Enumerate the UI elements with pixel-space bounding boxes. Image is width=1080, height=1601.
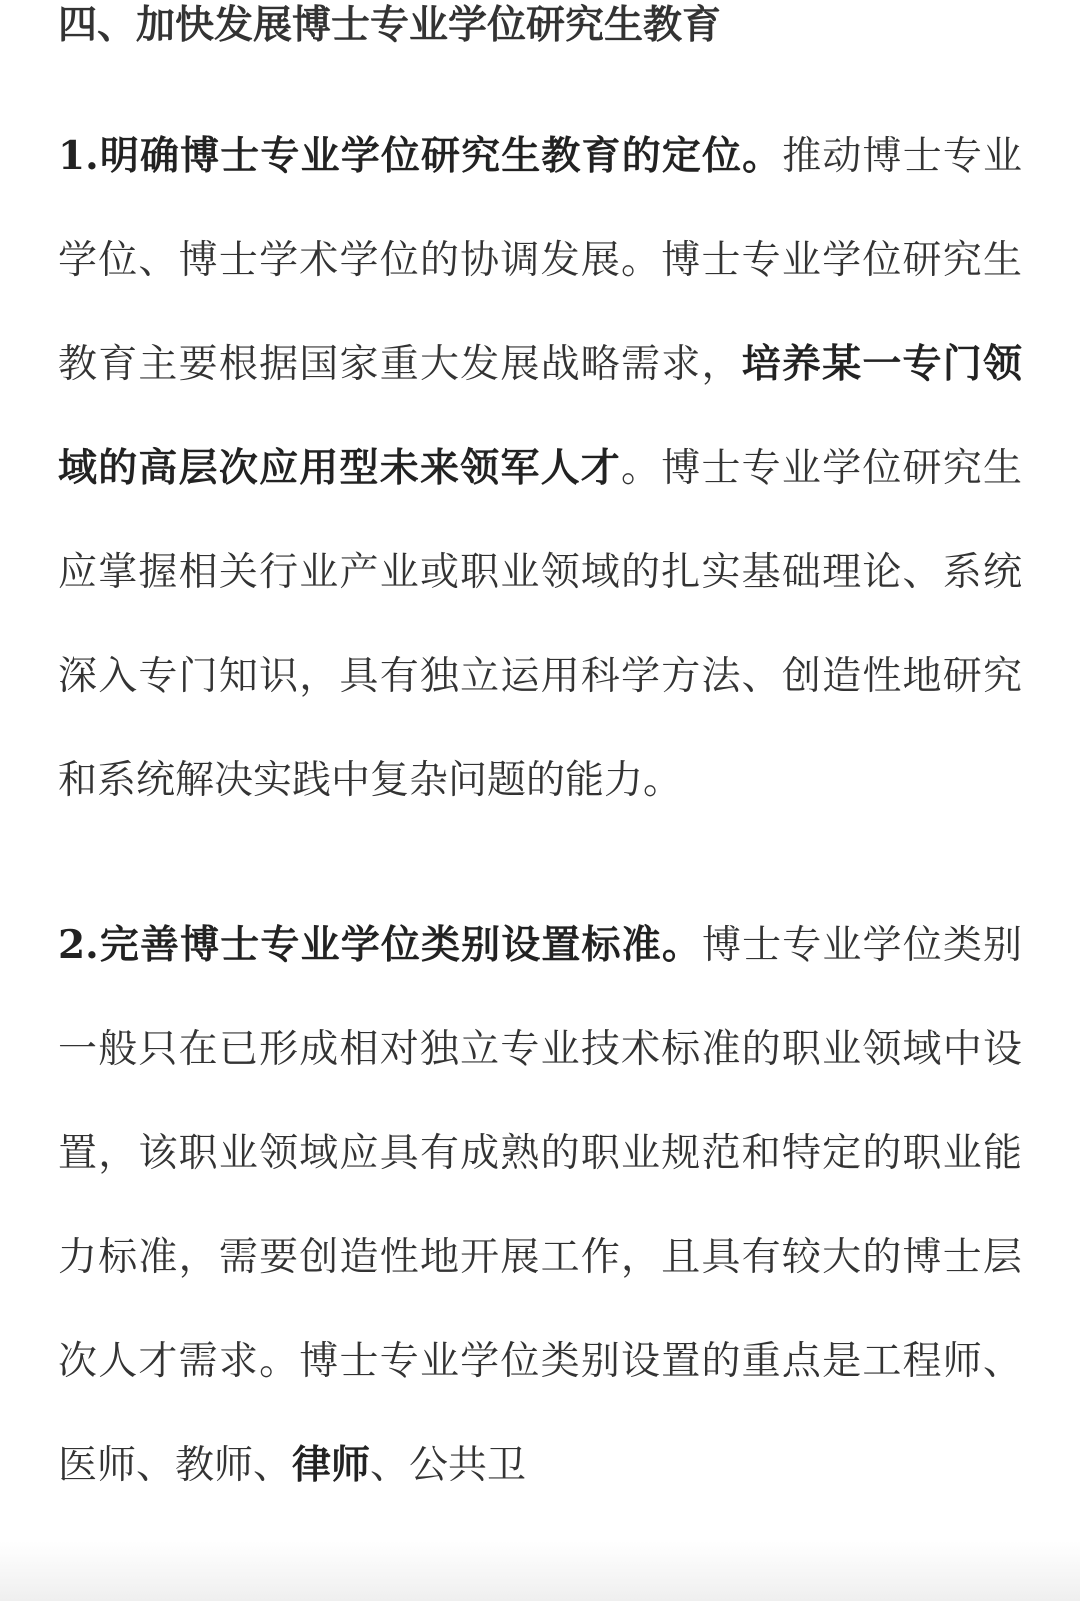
item-2-number: 2. [58,922,99,968]
article-body [58,0,1022,1518]
item-2-title-text: 完善博士专业学位类别设置标准。 [98,923,702,968]
item-2-text-2: 、公共卫 [370,1443,527,1488]
item-2-text-1: 博士专业学位类别一般只在已形成相对独立专业技术标准的职业领域中设置，该职业领域应具有成熟的职业规范和特定的职业能力标准，需要创造性地开展工作，且具有较大的博士层次人才需求。博士专业学位类别设置的重点是工程师、医师、教师、 [58,923,1022,1488]
section-heading: 四、加快发展博士专业学位研究生教育 [58,3,722,48]
item-1-text-2: 。博士专业学位研究生应掌握相关行业产业或职业领域的扎实基础理论、系统深入专门知识，具有独立运用科学方法、创造性地研究和系统解决实践中复杂问题的能力。 [58,446,1022,803]
item-1-title [58,134,782,179]
item-1-number: 1. [58,133,99,179]
item-1-emphasis: 培养某一专门领域的高层次应用型未来领军人才 [58,342,1022,491]
bottom-fade [0,1541,1080,1601]
item-1-text-1: 推动博士专业学位、博士学术学位的协调发展。博士专业学位研究生教育主要根据国家重大发展战略需求， [58,134,1022,387]
paragraph-item-1 [58,104,1022,833]
paragraph-item-2 [58,893,1022,1518]
item-2-emphasis: 律师 [292,1443,371,1488]
item-2-title [58,923,702,968]
item-1-title-text: 明确博士专业学位研究生教育的定位。 [98,134,783,179]
